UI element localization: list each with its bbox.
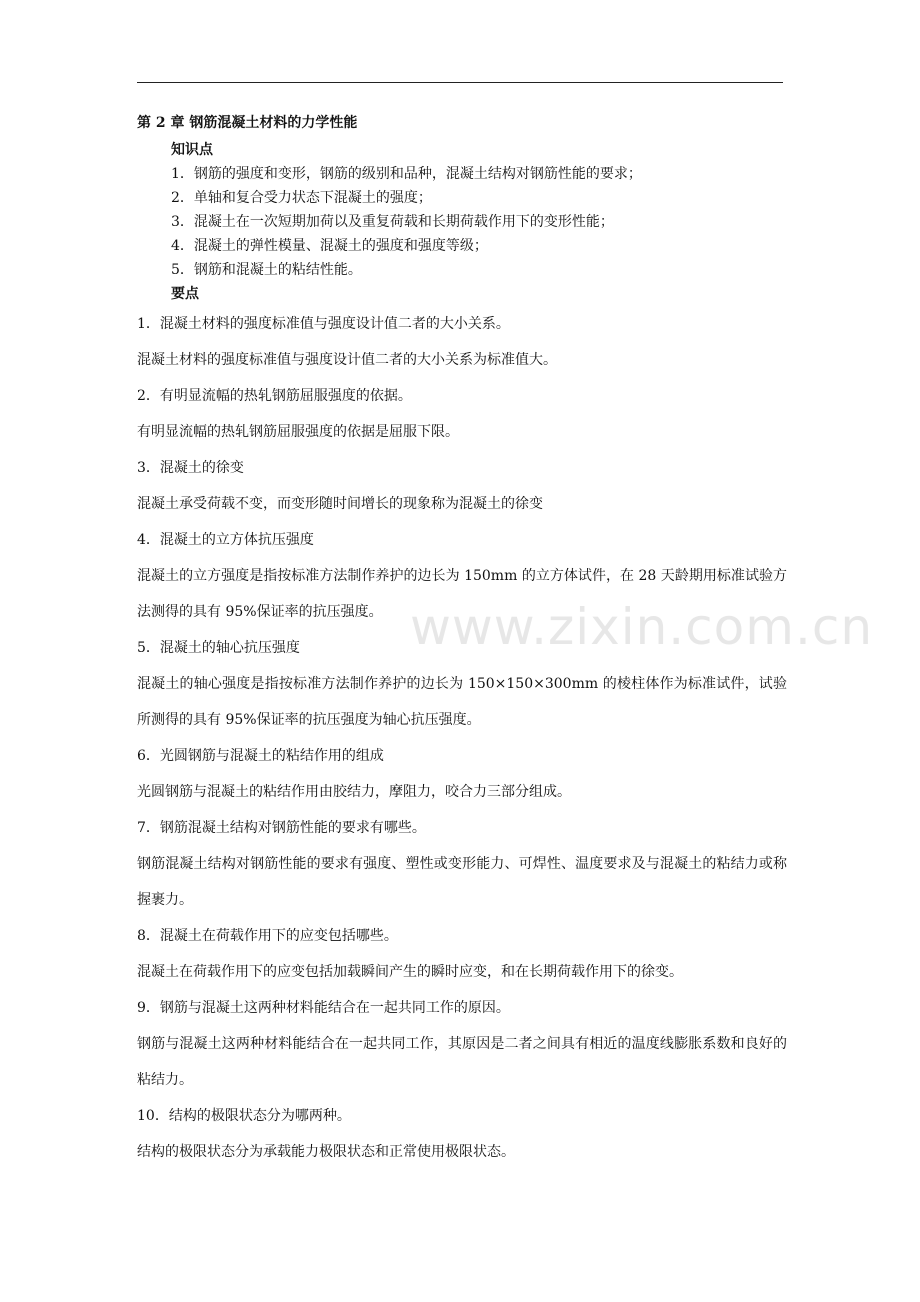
question: 7．钢筋混凝土结构对钢筋性能的要求有哪些。 [137, 820, 426, 836]
knowledge-point-item: 1．钢筋的强度和变形，钢筋的级别和品种，混凝土结构对钢筋性能的要求； [171, 166, 642, 182]
qa-item [137, 990, 787, 1098]
question: 6．光圆钢筋与混凝土的粘结作用的组成 [137, 748, 384, 764]
question: 5．混凝土的轴心抗压强度 [137, 640, 300, 656]
answer: 结构的极限状态分为承载能力极限状态和正常使用极限状态。 [137, 1144, 515, 1160]
question: 4．混凝土的立方体抗压强度 [137, 532, 314, 548]
answer: 钢筋与混凝土这两种材料能结合在一起共同工作，其原因是二者之间具有相近的温度线膨胀系数和良好的粘结力。 [137, 1036, 787, 1088]
answer: 有明显流幅的热轧钢筋屈服强度的依据是屈服下限。 [137, 424, 459, 440]
qa-item [137, 810, 787, 918]
answer: 光圆钢筋与混凝土的粘结作用由胶结力，摩阻力，咬合力三部分组成。 [137, 784, 571, 800]
question: 1．混凝土材料的强度标准值与强度设计值二者的大小关系。 [137, 316, 510, 332]
knowledge-point-item: 3．混凝土在一次短期加荷以及重复荷载和长期荷载作用下的变形性能； [171, 214, 614, 230]
qa-item [137, 630, 787, 738]
answer: 混凝土的立方强度是指按标准方法制作养护的边长为 150mm 的立方体试件，在 28 天龄期用标准试验方法测得的具有 95%保证率的抗压强度。 [137, 568, 787, 620]
question: 2．有明显流幅的热轧钢筋屈服强度的依据。 [137, 388, 412, 404]
answer: 混凝土材料的强度标准值与强度设计值二者的大小关系为标准值大。 [137, 352, 557, 368]
qa-item [137, 918, 787, 990]
knowledge-point-item: 2．单轴和复合受力状态下混凝土的强度； [171, 190, 432, 206]
answer: 混凝土承受荷载不变，而变形随时间增长的现象称为混凝土的徐变 [137, 496, 543, 512]
question: 3．混凝土的徐变 [137, 460, 244, 476]
answer: 混凝土的轴心强度是指按标准方法制作养护的边长为 150×150×300mm 的棱柱体作为标准试件，试验所测得的具有 95%保证率的抗压强度为轴心抗压强度。 [137, 676, 787, 728]
qa-item [137, 1098, 787, 1170]
key-points-label: 要点 [171, 286, 199, 302]
qa-item [137, 378, 787, 450]
document-body [137, 114, 787, 1170]
answer: 钢筋混凝土结构对钢筋性能的要求有强度、塑性或变形能力、可焊性、温度要求及与混凝土的粘结力或称握裹力。 [137, 856, 787, 908]
qa-item [137, 306, 787, 378]
knowledge-points-label: 知识点 [171, 142, 213, 158]
header-rule [137, 82, 783, 83]
knowledge-point-item: 5．钢筋和混凝土的粘结性能。 [171, 262, 362, 278]
question: 9．钢筋与混凝土这两种材料能结合在一起共同工作的原因。 [137, 1000, 510, 1016]
answer: 混凝土在荷载作用下的应变包括加载瞬间产生的瞬时应变，和在长期荷载作用下的徐变。 [137, 964, 683, 980]
qa-item [137, 522, 787, 630]
chapter-title: 第 2 章 钢筋混凝土材料的力学性能 [137, 115, 358, 131]
watermark-logo: www.zixin.com.cn [410, 598, 874, 656]
knowledge-point-item: 4．混凝土的弹性模量、混凝土的强度和强度等级； [171, 238, 488, 254]
qa-item [137, 450, 787, 522]
question: 10．结构的极限状态分为哪两种。 [137, 1108, 351, 1124]
qa-item [137, 738, 787, 810]
question: 8．混凝土在荷载作用下的应变包括哪些。 [137, 928, 398, 944]
